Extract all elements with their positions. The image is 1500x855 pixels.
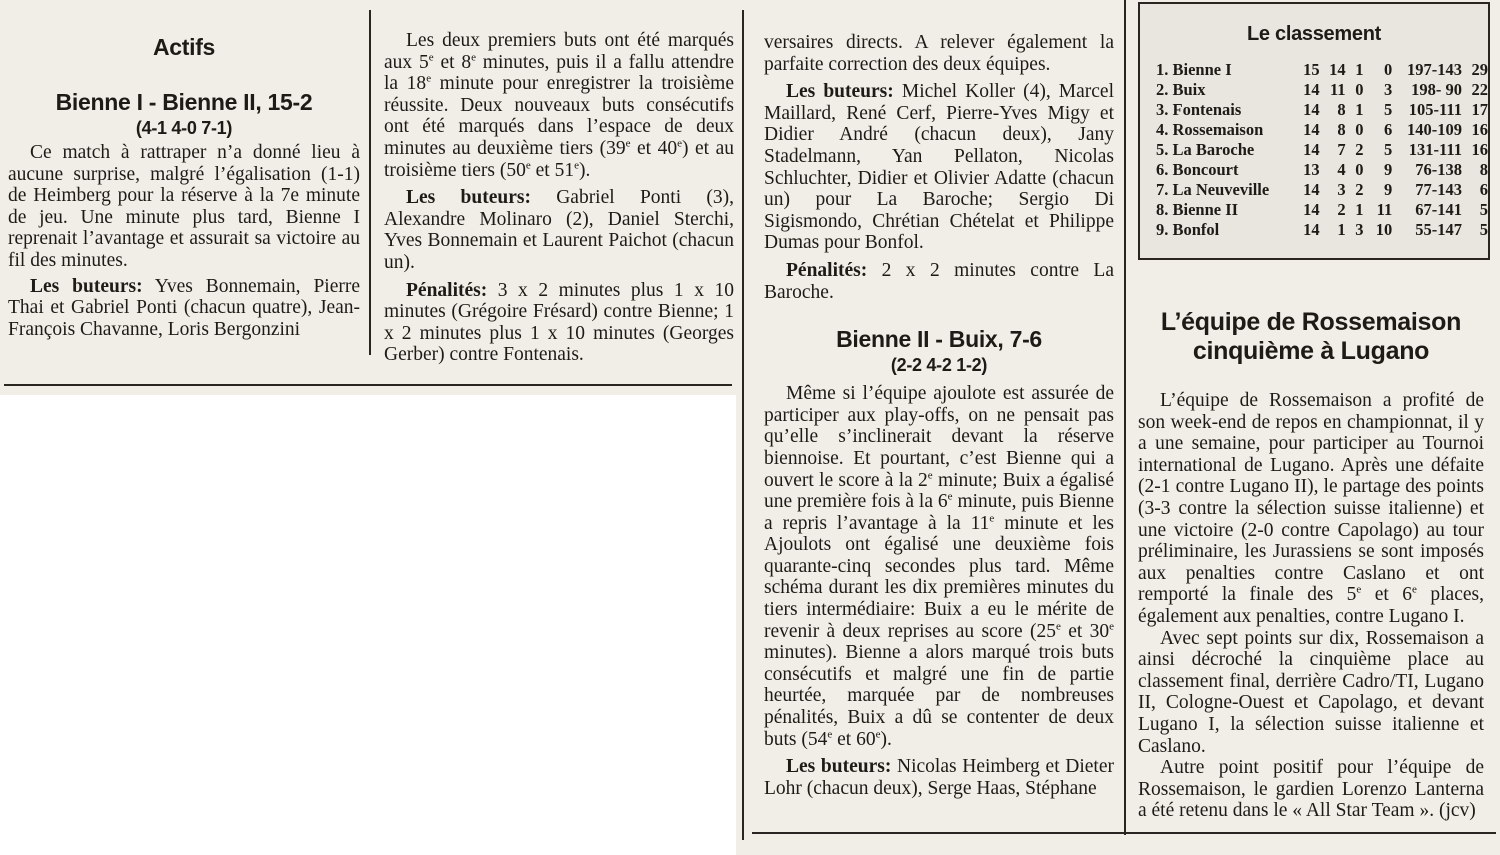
standings-cell: 0	[1355, 80, 1364, 99]
standings-cell: 14	[1303, 80, 1320, 99]
standings-row	[1156, 140, 1488, 160]
standings-row	[1156, 100, 1488, 120]
column-divider	[369, 10, 371, 355]
team-name: 3. Fontenais	[1156, 100, 1242, 119]
article-subtitle: (2-2 4-2 1-2)	[890, 355, 988, 376]
standings-cell: 15	[1303, 60, 1320, 79]
standings-cell: 3	[1355, 220, 1364, 239]
column-divider	[742, 10, 744, 840]
paragraph: versaires directs. A relever également la parfaite correction des deux équipes.	[764, 32, 1114, 75]
standings-cell: 198- 90	[1411, 80, 1462, 99]
standings-cell: 11	[1329, 80, 1346, 99]
section-title: Actifs	[152, 34, 216, 60]
scorers-paragraph	[764, 756, 1114, 799]
standings-cell: 2	[1355, 180, 1364, 199]
standings-cell: 4	[1337, 160, 1346, 179]
team-name: 5. La Baroche	[1156, 140, 1255, 159]
scorers-label: Les buteurs:	[786, 81, 894, 103]
article-title: L’équipe de Rossemaison cinquième à Lugano	[1160, 308, 1462, 365]
scorers-text: Yves Bonnemain, Pierre Thai et Gabriel Ponti (chacun quatre), Jean-François Chavanne, Loris Bergonzini	[8, 275, 360, 340]
standings-cell: 131-111	[1408, 140, 1462, 159]
column-2	[384, 30, 734, 366]
scorers-text: Nicolas Heimberg et Dieter Lohr (chacun deux), Serge Haas, Stéphane	[764, 756, 1114, 799]
standings-row	[1156, 200, 1488, 220]
standings-cell: 1	[1337, 220, 1346, 239]
standings-cell: 2	[1337, 200, 1346, 219]
standings-cell: 5	[1479, 220, 1488, 239]
column-4	[1138, 308, 1484, 822]
standings-cell: 16	[1471, 120, 1488, 139]
standings-cell: 16	[1471, 140, 1488, 159]
standings-cell: 76-138	[1415, 160, 1462, 179]
standings-row	[1156, 160, 1488, 180]
standings-cell: 7	[1337, 140, 1346, 159]
team-name: 7. La Neuveville	[1156, 180, 1270, 199]
standings-cell: 5	[1479, 200, 1488, 219]
standings-cell: 29	[1471, 60, 1488, 79]
standings-cell: 55-147	[1415, 220, 1462, 239]
scorers-label: Les buteurs:	[30, 275, 143, 297]
column-3	[764, 32, 1114, 799]
standings-cell: 10	[1375, 220, 1393, 239]
standings-cell: 8	[1337, 120, 1346, 139]
team-name: 2. Buix	[1156, 80, 1206, 99]
standings-cell: 2	[1355, 140, 1364, 159]
standings-cell: 1	[1355, 100, 1364, 119]
standings-cell: 77-143	[1415, 180, 1462, 199]
team-name: 8. Bienne II	[1156, 200, 1239, 219]
standings-cell: 14	[1303, 180, 1320, 199]
standings-cell: 9	[1383, 160, 1393, 179]
team-name: 1. Bienne I	[1156, 60, 1232, 79]
standings-cell: 14	[1303, 140, 1320, 159]
scorers-text: Michel Koller (4), Marcel Maillard, René Cerf, Pierre-Yves Migy et Didier André (chacun deux), Jany Stadelmann, Yan Pellaton, Nicolas Schluchter, Didier et Olivier Adatte (chacun un) pour La Baroche; Sergio Di Sigismondo, Chrétian Chételat et Philippe Dumas pour Bonfol.	[764, 81, 1114, 254]
standings-cell: 0	[1383, 60, 1393, 79]
standings-cell: 6	[1383, 120, 1393, 139]
penalties-paragraph	[764, 260, 1114, 303]
standings-cell: 0	[1355, 120, 1364, 139]
standings-cell: 67-141	[1415, 200, 1462, 219]
article-subtitle: (4-1 4-0 7-1)	[135, 118, 233, 138]
standings-cell: 1	[1355, 200, 1364, 219]
standings-cell: 8	[1479, 160, 1488, 179]
standings-cell: 17	[1471, 100, 1488, 119]
scorers-paragraph	[8, 276, 360, 341]
paragraph: L’équipe de Rossemaison a profité de son week-end de repos en championnat, il y a une semaine, pour participer au Tournoi international de Lugano. Après une défaite (2-1 contre Lugano II), le partage des points (3-3 contre la sélection suisse italienne) et une victoire (2-0 contre Capolago) au tour préliminaire, les Jurassiens se sont imposés aux penalties contre Caslano et ont remporté la finale des 5e et 6e places, également aux penalties, contre Lugano I.	[1138, 390, 1484, 627]
paragraph: Avec sept points sur dix, Rossemaison a ainsi décroché la cinquième place au classement final, derrière Cadro/TI, Lugano II, Cologne-Ouest et Capolago, et devant Lugano I, la sélection suisse italienne et Caslano.	[1138, 627, 1484, 757]
standings-cell: 14	[1303, 100, 1320, 119]
standings-row	[1156, 60, 1488, 80]
bottom-rule	[4, 384, 732, 386]
scorers-paragraph	[384, 187, 734, 273]
standings-row	[1156, 120, 1488, 140]
team-name: 4. Rossemaison	[1156, 120, 1264, 139]
paragraph: Autre point positif pour l’équipe de Rossemaison, le gardien Lorenzo Lanterna a été retenu dans le « All Star Team ». (jcv)	[1138, 757, 1484, 822]
standings-row	[1156, 80, 1488, 100]
standings-table	[1156, 60, 1488, 240]
standings-cell: 9	[1383, 180, 1393, 199]
standings-title: Le classement	[1247, 23, 1381, 45]
standings-cell: 140-109	[1406, 120, 1462, 139]
team-name: 9. Bonfol	[1156, 220, 1220, 239]
standings-cell: 1	[1355, 60, 1364, 79]
paragraph: Ce match à rattraper n’a donné lieu à aucune surprise, malgré l’égalisation (1-1) de Heimberg pour la réserve à la 7e minute de jeu. Une minute plus tard, Bienne I reprenait l’avantage et assurait sa victoire au fil des minutes.	[8, 142, 360, 271]
standings-box	[1138, 2, 1490, 260]
standings-cell: 13	[1303, 160, 1320, 179]
penalties-text: 3 x 2 minutes plus 1 x 10 minutes (Grégoire Frésard) contre Bienne; 1 x 2 minutes plus 1 x 10 minutes (Georges Gerber) contre Fontenais.	[384, 279, 734, 366]
standings-cell: 5	[1383, 100, 1393, 119]
standings-row	[1156, 220, 1488, 240]
penalties-label: Pénalités:	[406, 279, 488, 301]
standings-cell: 6	[1479, 180, 1488, 199]
standings-row	[1156, 180, 1488, 200]
standings-cell: 105-111	[1408, 100, 1462, 119]
standings-cell: 0	[1355, 160, 1364, 179]
penalties-label: Pénalités:	[786, 259, 868, 281]
standings-cell: 14	[1303, 220, 1320, 239]
standings-cell: 11	[1376, 200, 1393, 219]
team-name: 6. Boncourt	[1156, 160, 1239, 179]
standings-cell: 14	[1303, 120, 1320, 139]
scorers-label: Les buteurs:	[406, 187, 531, 209]
standings-cell: 8	[1337, 100, 1346, 119]
standings-cell: 3	[1337, 180, 1346, 199]
standings-cell: 22	[1471, 80, 1488, 99]
standings-cell: 197-143	[1406, 60, 1462, 79]
penalties-paragraph	[384, 280, 734, 366]
column-divider	[1124, 0, 1126, 835]
article-title: Bienne I - Bienne II, 15-2	[55, 89, 313, 115]
paragraph: Les deux premiers buts ont été marqués aux 5e et 8e minutes, puis il a fallu attendre la 18e minute pour enregistrer la troisième réussite. Deux nouveaux buts consécutifs ont été marqués dans l’espace de deux minutes au deuxième tiers (39e et 40e) et au troisième tiers (50e et 51e).	[384, 30, 735, 181]
standings-cell: 5	[1383, 140, 1393, 159]
standings-cell: 14	[1303, 200, 1320, 219]
paragraph: Même si l’équipe ajoulote est assurée de participer aux play-offs, on ne pensait pas qu’elle s’inclinerait devant la réserve biennoise. Et pourtant, c’est Bienne qui a ouvert le score à la 2e minute; Buix a égalisé une première fois à la 6e minute, puis Bienne a repris l’avantage à la 11e minute et les Ajoulots ont égalisé une deuxième fois quarante-cinq secondes plus tard. Même schéma durant les dix premières minutes du tiers intermédiaire: Buix a eu le mérite de revenir à deux reprises au score (25e et 30e minutes). Bienne a alors marqué trois buts consécutifs et malgré une fin de partie heurtée, marquée par de nombreuses pénalités, Buix a dû se contenter de deux buts (54e et 60e).	[764, 383, 1115, 750]
penalties-text: 2 x 2 minutes contre La Baroche.	[764, 259, 1114, 303]
column-1	[8, 34, 360, 340]
standings-cell: 3	[1383, 80, 1393, 99]
scorers-paragraph	[764, 81, 1114, 254]
scorers-text: Gabriel Ponti (3), Alexandre Molinaro (2), Daniel Sterchi, Yves Bonnemain et Laurent Paichot (chacun un).	[384, 187, 734, 273]
scorers-label: Les buteurs:	[786, 756, 892, 778]
bottom-rule	[752, 832, 1496, 834]
standings-cell: 14	[1329, 60, 1346, 79]
article-title: Bienne II - Buix, 7-6	[836, 326, 1042, 353]
